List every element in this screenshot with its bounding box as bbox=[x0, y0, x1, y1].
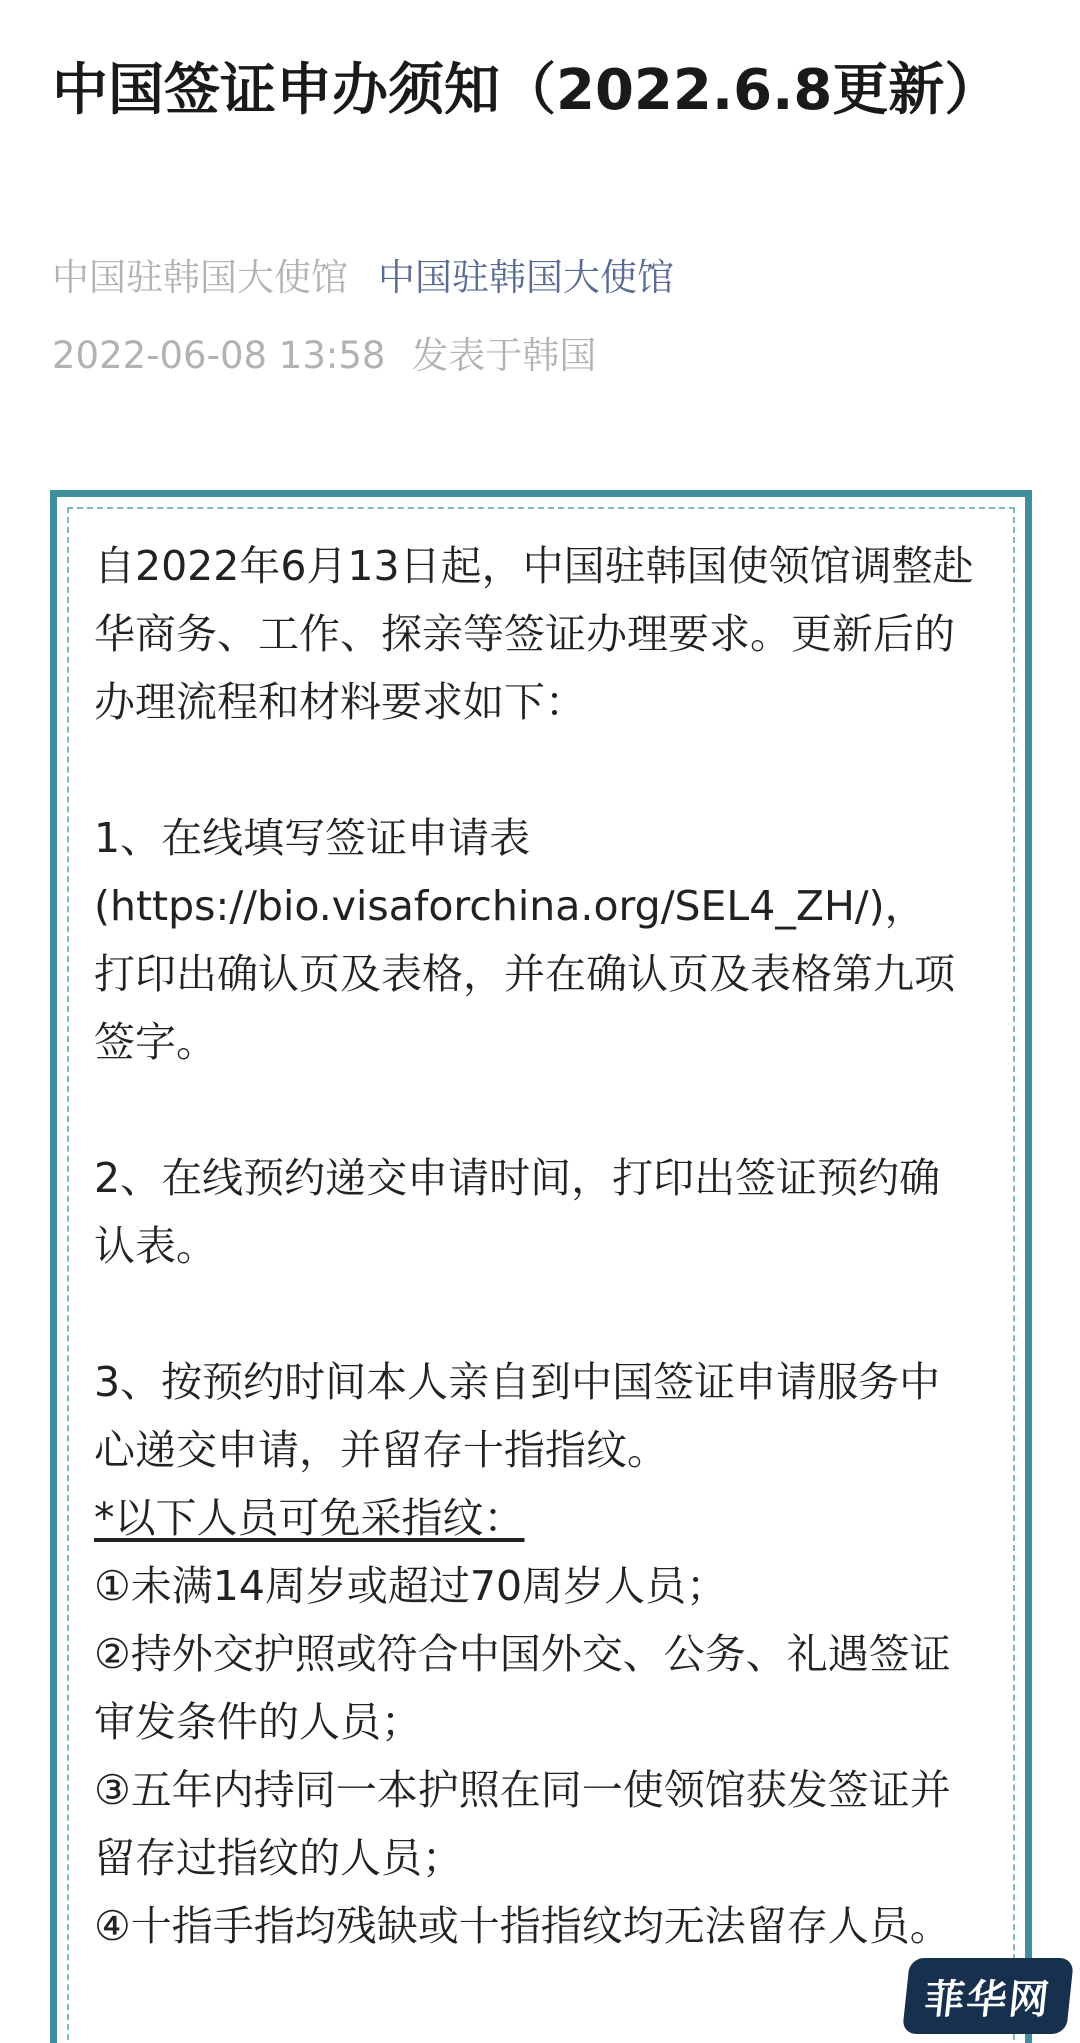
step-3-text: 3、按预约时间本人亲自到中国签证申请服务中心递交申请，并留存十指指纹。 bbox=[94, 1358, 941, 1474]
article-meta-time bbox=[52, 332, 596, 380]
step-1-instructions: 打印出确认页及表格，并在确认页及表格第九项签字。 bbox=[94, 950, 955, 1066]
exempt-item-3: ③五年内持同一本护照在同一使领馆获发签证并留存过指纹的人员； bbox=[94, 1766, 951, 1882]
paragraph-gap bbox=[94, 1076, 980, 1144]
exempt-item-1: ①未满14周岁或超过70周岁人员； bbox=[94, 1562, 728, 1610]
publish-location: 发表于韩国 bbox=[411, 334, 597, 377]
step-1-url-link[interactable]: (https://bio.visaforchina.org/SEL4_ZH/)， bbox=[94, 882, 926, 930]
site-watermark-logo bbox=[902, 1958, 1074, 2034]
exempt-item-2: ②持外交护照或符合中国外交、公务、礼遇签证审发条件的人员； bbox=[94, 1630, 951, 1746]
watermark-text: 菲华网 bbox=[922, 1975, 1054, 2023]
notice-intro: 自2022年6月13日起，中国驻韩国使领馆调整赴华商务、工作、探亲等签证办理要求。更新后的办理流程和材料要求如下： bbox=[94, 542, 974, 726]
account-name-link[interactable]: 中国驻韩国大使馆 bbox=[378, 256, 674, 299]
article-title: 中国签证申办须知（2022.6.8更新） bbox=[52, 58, 1001, 123]
paragraph-gap bbox=[94, 736, 980, 804]
step-1-title: 1、在线填写签证申请表 bbox=[94, 814, 531, 862]
step-2-text: 2、在线预约递交申请时间，打印出签证预约确认表。 bbox=[94, 1154, 941, 1270]
notice-body bbox=[94, 532, 980, 1960]
exempt-item-4: ④十指手指均残缺或十指指纹均无法留存人员。 bbox=[94, 1902, 951, 1950]
article-author: 中国驻韩国大使馆 bbox=[52, 256, 348, 299]
paragraph-gap bbox=[94, 1280, 980, 1348]
article-meta-source bbox=[52, 254, 674, 302]
exempt-heading-text: *以下人员可免采指纹： bbox=[94, 1494, 525, 1542]
exempt-heading bbox=[94, 1484, 980, 1552]
publish-date: 2022-06-08 13:58 bbox=[52, 334, 386, 377]
